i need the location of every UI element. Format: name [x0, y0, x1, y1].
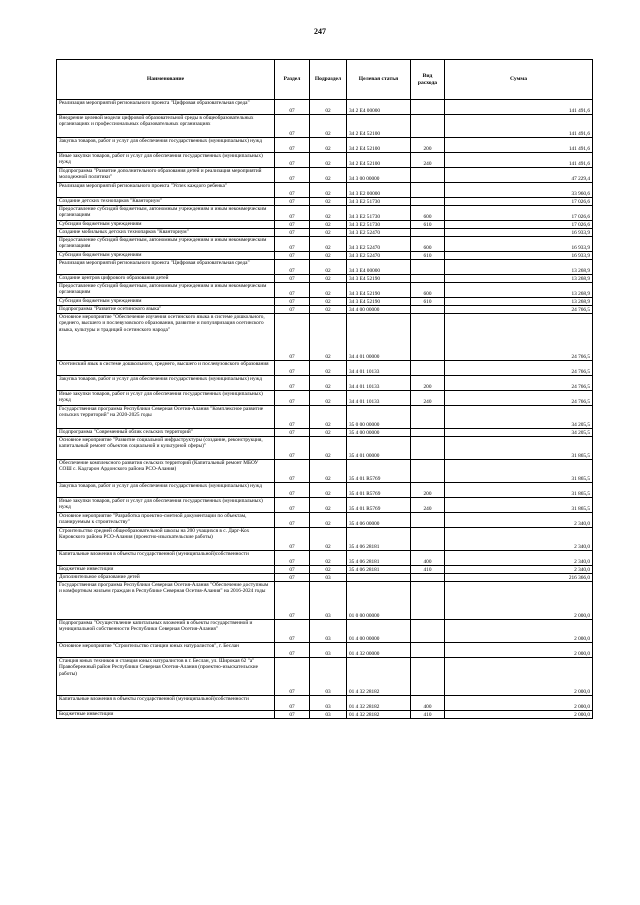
- row-razdel: 07: [275, 275, 310, 283]
- row-razdel: 07: [275, 551, 310, 566]
- row-name: Предоставление субсидий бюджетным, автономным учреждениям и иным некоммерческим организациям: [57, 283, 275, 298]
- row-podrazdel: 03: [310, 620, 347, 643]
- table-row: [57, 168, 593, 183]
- table-row: [57, 283, 593, 298]
- row-name: Станция юных техников и станция юных натуралистов в г. Беслан, ул. Широкая 62 "а" Правобережный район Республики Северная Осетия-Алания (проектно-изыскательские работы): [57, 658, 275, 696]
- row-podrazdel: 02: [310, 376, 347, 391]
- row-name: Создание детских технопарков "Кванториум": [57, 198, 275, 206]
- row-name: Подпрограмма "Осуществление капитальных вложений в объекты государственной и муниципальной собственности Республики Северная Осетия-Алания": [57, 620, 275, 643]
- row-razdel: 07: [275, 696, 310, 711]
- row-target-article: 35 4 01 R5769: [347, 483, 411, 498]
- row-sum: 31 865,5: [445, 483, 593, 498]
- row-sum: 16 933,9: [445, 237, 593, 252]
- row-target-article: 35 4 01 R5769: [347, 460, 411, 483]
- row-name: Закупка товаров, работ и услуг для обеспечения государственных (муниципальных) нужд: [57, 138, 275, 153]
- row-sum: 141 491,6: [445, 115, 593, 138]
- row-target-article: 01 4 00 00000: [347, 620, 411, 643]
- row-target-article: 01 4 32 28182: [347, 711, 411, 719]
- row-target-article: 34 4 00 00000: [347, 306, 411, 314]
- row-razdel: 07: [275, 498, 310, 513]
- row-razdel: 07: [275, 314, 310, 361]
- row-expense-type: [411, 658, 445, 696]
- table-row: [57, 460, 593, 483]
- row-razdel: 07: [275, 306, 310, 314]
- row-razdel: 07: [275, 566, 310, 574]
- row-name: Предоставление субсидий бюджетным, автономным учреждениям и иным некоммерческим организациям: [57, 206, 275, 221]
- row-expense-type: [411, 275, 445, 283]
- table-row: [57, 138, 593, 153]
- row-razdel: 07: [275, 711, 310, 719]
- row-name: Подпрограмма "Современный облик сельских территорий": [57, 429, 275, 437]
- row-sum: 34 205,5: [445, 406, 593, 429]
- row-target-article: 34 3 E2 52470: [347, 252, 411, 260]
- row-expense-type: 200: [411, 483, 445, 498]
- table-row: [57, 498, 593, 513]
- row-name: Иные закупки товаров, работ и услуг для обеспечения государственных (муниципальных) нужд: [57, 498, 275, 513]
- row-target-article: 35 4 06 00000: [347, 513, 411, 528]
- row-target-article: 34 4 01 10133: [347, 391, 411, 406]
- row-podrazdel: 02: [310, 138, 347, 153]
- row-podrazdel: 02: [310, 275, 347, 283]
- row-expense-type: [411, 643, 445, 658]
- row-razdel: 07: [275, 237, 310, 252]
- row-podrazdel: 02: [310, 314, 347, 361]
- row-sum: 34 205,5: [445, 429, 593, 437]
- row-podrazdel: 02: [310, 198, 347, 206]
- row-sum: 13 268,9: [445, 275, 593, 283]
- row-name: Внедрение целевой модели цифровой образовательной среды в общеобразовательных организациях и профессиональных образовательных организациях: [57, 115, 275, 138]
- row-razdel: 07: [275, 658, 310, 696]
- row-name: Реализация мероприятий регионального проекта "Цифровая образовательная среда": [57, 100, 275, 115]
- row-podrazdel: 02: [310, 168, 347, 183]
- row-sum: 13 268,9: [445, 283, 593, 298]
- row-target-article: 34 2 E4 52100: [347, 153, 411, 168]
- row-expense-type: [411, 314, 445, 361]
- row-sum: 2 340,0: [445, 551, 593, 566]
- row-razdel: 07: [275, 198, 310, 206]
- row-sum: 24 766,5: [445, 314, 593, 361]
- table-row: [57, 361, 593, 376]
- row-name: Основное мероприятие "Развитие социальной инфраструктуры (создание, реконструкция, капитальный ремонт объектов социальной и культурной сферы)": [57, 437, 275, 460]
- row-sum: 2 340,0: [445, 528, 593, 551]
- row-target-article: 34 2 E4 52100: [347, 138, 411, 153]
- row-razdel: 07: [275, 221, 310, 229]
- row-target-article: 34 3 E4 00000: [347, 260, 411, 275]
- row-sum: 13 268,9: [445, 260, 593, 275]
- row-podrazdel: 02: [310, 429, 347, 437]
- row-expense-type: [411, 306, 445, 314]
- table-header: [57, 60, 593, 100]
- table-row: [57, 643, 593, 658]
- row-sum: 31 865,5: [445, 460, 593, 483]
- table-row: [57, 528, 593, 551]
- row-expense-type: [411, 620, 445, 643]
- row-name: Основное мероприятие "Строительство станции юных натуралистов", г. Беслан: [57, 643, 275, 658]
- row-podrazdel: 02: [310, 460, 347, 483]
- table-row: [57, 275, 593, 283]
- row-razdel: 07: [275, 229, 310, 237]
- row-name: Подпрограмма "Развитие дополнительного образования детей и реализация мероприятий молодежной политики": [57, 168, 275, 183]
- row-sum: 13 268,9: [445, 298, 593, 306]
- row-expense-type: 200: [411, 376, 445, 391]
- row-name: Бюджетные инвестиции: [57, 566, 275, 574]
- row-sum: 141 491,6: [445, 100, 593, 115]
- row-name: Создание центров цифрового образования детей: [57, 275, 275, 283]
- row-razdel: 07: [275, 460, 310, 483]
- row-name: Бюджетные инвестиции: [57, 711, 275, 719]
- row-podrazdel: 03: [310, 574, 347, 582]
- header-name: Наименование: [57, 60, 275, 100]
- row-sum: 2 000,0: [445, 696, 593, 711]
- row-expense-type: [411, 168, 445, 183]
- row-name: Капитальные вложения в объекты государственной (муниципальной)собственности: [57, 551, 275, 566]
- row-razdel: 07: [275, 260, 310, 275]
- row-sum: 17 026,6: [445, 198, 593, 206]
- row-expense-type: [411, 513, 445, 528]
- table-row: [57, 229, 593, 237]
- page-number: 247: [314, 27, 326, 36]
- row-target-article: 34 4 01 10133: [347, 376, 411, 391]
- table-row: [57, 115, 593, 138]
- row-razdel: 07: [275, 206, 310, 221]
- row-expense-type: 410: [411, 711, 445, 719]
- row-target-article: 35 4 06 28181: [347, 566, 411, 574]
- row-podrazdel: 02: [310, 391, 347, 406]
- row-target-article: 35 4 06 28181: [347, 528, 411, 551]
- table-row: [57, 429, 593, 437]
- row-sum: 2 000,0: [445, 582, 593, 620]
- row-target-article: 35 4 01 R5769: [347, 498, 411, 513]
- row-podrazdel: 03: [310, 643, 347, 658]
- row-sum: 216 366,0: [445, 574, 593, 582]
- row-target-article: 34 3 E2 51730: [347, 198, 411, 206]
- row-name: Основное мероприятие "Разработка проектно-сметной документации по объектам, планируемым к строительству": [57, 513, 275, 528]
- header-razdel: Раздел: [275, 60, 310, 100]
- row-target-article: 34 3 00 00000: [347, 168, 411, 183]
- table-row: [57, 513, 593, 528]
- table-row: [57, 306, 593, 314]
- row-target-article: 01 4 32 28182: [347, 658, 411, 696]
- row-podrazdel: 02: [310, 298, 347, 306]
- row-razdel: 07: [275, 100, 310, 115]
- row-name: Государственная программа Республики Северная Осетия-Алания "Комплексное развитие сельских территорий" на 2020-2025 годы: [57, 406, 275, 429]
- row-podrazdel: 02: [310, 361, 347, 376]
- row-target-article: 34 3 E2 51730: [347, 221, 411, 229]
- row-target-article: 34 4 01 00000: [347, 314, 411, 361]
- row-target-article: 01 4 32 00000: [347, 643, 411, 658]
- row-podrazdel: 03: [310, 658, 347, 696]
- row-sum: 141 491,6: [445, 153, 593, 168]
- row-sum: 2 000,0: [445, 620, 593, 643]
- row-expense-type: [411, 229, 445, 237]
- row-podrazdel: 02: [310, 100, 347, 115]
- table-row: [57, 314, 593, 361]
- row-target-article: [347, 574, 411, 582]
- row-podrazdel: 03: [310, 711, 347, 719]
- row-expense-type: [411, 361, 445, 376]
- row-name: Реализация мероприятий регионального проекта "Успех каждого ребенка": [57, 183, 275, 198]
- row-sum: 2 000,0: [445, 711, 593, 719]
- row-razdel: 07: [275, 391, 310, 406]
- table-row: [57, 574, 593, 582]
- row-podrazdel: 02: [310, 513, 347, 528]
- row-target-article: 01 4 32 28182: [347, 696, 411, 711]
- row-target-article: 35 0 00 00000: [347, 406, 411, 429]
- row-podrazdel: 02: [310, 498, 347, 513]
- header-expense-type: Вид расхода: [411, 60, 445, 100]
- row-expense-type: [411, 260, 445, 275]
- row-name: Закупка товаров, работ и услуг для обеспечения государственных (муниципальных) нужд: [57, 376, 275, 391]
- row-podrazdel: 02: [310, 237, 347, 252]
- row-podrazdel: 02: [310, 252, 347, 260]
- row-podrazdel: 02: [310, 229, 347, 237]
- row-expense-type: 240: [411, 153, 445, 168]
- row-target-article: 35 4 06 28181: [347, 551, 411, 566]
- row-razdel: 07: [275, 361, 310, 376]
- row-name: Создание мобильных детских технопарков "Кванториум": [57, 229, 275, 237]
- row-expense-type: [411, 183, 445, 198]
- table-row: [57, 437, 593, 460]
- row-sum: 2 340,0: [445, 513, 593, 528]
- table-row: [57, 582, 593, 620]
- row-sum: 17 026,6: [445, 221, 593, 229]
- row-target-article: 01 0 00 00000: [347, 582, 411, 620]
- row-expense-type: 600: [411, 206, 445, 221]
- budget-table: [56, 59, 593, 719]
- row-name: Закупка товаров, работ и услуг для обеспечения государственных (муниципальных) нужд: [57, 483, 275, 498]
- row-name: Осетинский язык в системе дошкольного, среднего, высшего и послевузовского образования: [57, 361, 275, 376]
- row-name: Государственная программа Республики Северная Осетия-Алания "Обеспечение доступным и комфортным жильем граждан в Республике Северная Осетия-Алания" на 2016-2024 годы: [57, 582, 275, 620]
- row-target-article: 35 4 00 00000: [347, 429, 411, 437]
- row-podrazdel: 03: [310, 696, 347, 711]
- row-podrazdel: 02: [310, 260, 347, 275]
- row-razdel: 07: [275, 513, 310, 528]
- row-sum: 31 865,5: [445, 437, 593, 460]
- row-razdel: 07: [275, 252, 310, 260]
- row-name: Субсидии бюджетным учреждениям: [57, 252, 275, 260]
- row-expense-type: [411, 115, 445, 138]
- table-row: [57, 566, 593, 574]
- row-name: Капитальные вложения в объекты государственной (муниципальной)собственности: [57, 696, 275, 711]
- row-razdel: 07: [275, 620, 310, 643]
- header-target-article: Целевая статья: [347, 60, 411, 100]
- row-expense-type: [411, 574, 445, 582]
- row-name: Иные закупки товаров, работ и услуг для обеспечения государственных (муниципальных) нужд: [57, 391, 275, 406]
- row-sum: 2 000,0: [445, 658, 593, 696]
- table-row: [57, 237, 593, 252]
- table-row: [57, 298, 593, 306]
- row-name: Иные закупки товаров, работ и услуг для обеспечения государственных (муниципальных) нужд: [57, 153, 275, 168]
- row-sum: 16 933,9: [445, 229, 593, 237]
- row-podrazdel: 03: [310, 582, 347, 620]
- row-expense-type: [411, 429, 445, 437]
- row-podrazdel: 02: [310, 483, 347, 498]
- row-expense-type: [411, 100, 445, 115]
- row-target-article: 34 4 01 10133: [347, 361, 411, 376]
- row-sum: 24 766,5: [445, 361, 593, 376]
- row-expense-type: 240: [411, 498, 445, 513]
- row-target-article: 34 3 E4 52190: [347, 283, 411, 298]
- row-name: Субсидии бюджетным учреждениям: [57, 221, 275, 229]
- table-row: [57, 391, 593, 406]
- row-expense-type: [411, 460, 445, 483]
- row-razdel: 07: [275, 406, 310, 429]
- row-razdel: 07: [275, 376, 310, 391]
- row-podrazdel: 02: [310, 221, 347, 229]
- table-row: [57, 620, 593, 643]
- row-razdel: 07: [275, 437, 310, 460]
- row-expense-type: 410: [411, 566, 445, 574]
- row-razdel: 07: [275, 168, 310, 183]
- row-expense-type: 600: [411, 237, 445, 252]
- row-expense-type: 400: [411, 551, 445, 566]
- row-name: Подпрограмма "Развитие осетинского языка": [57, 306, 275, 314]
- row-name: Дополнительное образование детей: [57, 574, 275, 582]
- row-podrazdel: 02: [310, 528, 347, 551]
- row-sum: 24 766,5: [445, 391, 593, 406]
- row-target-article: 35 4 01 00000: [347, 437, 411, 460]
- row-target-article: 34 3 E2 51730: [347, 206, 411, 221]
- table-row: [57, 696, 593, 711]
- table-row: [57, 221, 593, 229]
- table-row: [57, 198, 593, 206]
- row-sum: 17 026,6: [445, 206, 593, 221]
- row-podrazdel: 02: [310, 153, 347, 168]
- row-podrazdel: 02: [310, 206, 347, 221]
- row-podrazdel: 02: [310, 306, 347, 314]
- row-target-article: 34 3 E2 52470: [347, 237, 411, 252]
- row-podrazdel: 02: [310, 183, 347, 198]
- row-name: Реализация мероприятий регионального проекта "Цифровая образовательная среда": [57, 260, 275, 275]
- row-name: Субсидии бюджетным учреждениям: [57, 298, 275, 306]
- row-razdel: 07: [275, 283, 310, 298]
- row-target-article: 34 2 E4 52100: [347, 115, 411, 138]
- row-expense-type: 240: [411, 391, 445, 406]
- table-row: [57, 183, 593, 198]
- table-row: [57, 100, 593, 115]
- row-target-article: 34 3 E2 00000: [347, 183, 411, 198]
- row-expense-type: [411, 582, 445, 620]
- row-name: Строительство средней общеобразовательной школы на 200 учащихся в с. Дарг-Кох Кировского района РСО-Алания (проектно-изыскательские работы): [57, 528, 275, 551]
- row-podrazdel: 02: [310, 551, 347, 566]
- row-razdel: 07: [275, 115, 310, 138]
- table-row: [57, 206, 593, 221]
- row-expense-type: 400: [411, 696, 445, 711]
- row-sum: 2 000,0: [445, 643, 593, 658]
- header-sum: Сумма: [445, 60, 593, 100]
- row-name: Предоставление субсидий бюджетным, автономным учреждениям и иным некоммерческим организациям: [57, 237, 275, 252]
- row-sum: 16 933,9: [445, 252, 593, 260]
- table-body: [57, 100, 593, 719]
- header-podrazdel: Подраздел: [310, 60, 347, 100]
- row-expense-type: [411, 198, 445, 206]
- row-razdel: 07: [275, 153, 310, 168]
- table-row: [57, 711, 593, 719]
- row-expense-type: 610: [411, 221, 445, 229]
- row-sum: 47 229,4: [445, 168, 593, 183]
- row-expense-type: [411, 528, 445, 551]
- table-row: [57, 406, 593, 429]
- row-expense-type: [411, 437, 445, 460]
- table-row: [57, 658, 593, 696]
- row-sum: 24 766,5: [445, 306, 593, 314]
- row-sum: 24 766,5: [445, 376, 593, 391]
- row-expense-type: 200: [411, 138, 445, 153]
- row-target-article: 34 2 E4 00000: [347, 100, 411, 115]
- table-row: [57, 153, 593, 168]
- row-target-article: 34 3 E2 52470: [347, 229, 411, 237]
- row-expense-type: [411, 406, 445, 429]
- row-expense-type: 610: [411, 298, 445, 306]
- row-razdel: 07: [275, 643, 310, 658]
- row-target-article: 34 3 E4 52190: [347, 275, 411, 283]
- row-razdel: 07: [275, 138, 310, 153]
- row-name: Основное мероприятие "Обеспечение изучения осетинского языка в системе дошкольного, среднего, высшего и послевузовского образования, развитие и популяризация осетинского языка, культуры и традиций осетинского народа": [57, 314, 275, 361]
- table-row: [57, 483, 593, 498]
- row-razdel: 07: [275, 429, 310, 437]
- row-podrazdel: 02: [310, 283, 347, 298]
- table-row: [57, 376, 593, 391]
- row-expense-type: 600: [411, 283, 445, 298]
- table-row: [57, 252, 593, 260]
- row-sum: 141 491,6: [445, 138, 593, 153]
- row-name: Обеспечение комплексного развития сельских территорий (Капитальный ремонт МБОУ СОШ с. Кадгарон Ардонского района РСО-Алания): [57, 460, 275, 483]
- row-podrazdel: 02: [310, 566, 347, 574]
- row-sum: 31 865,5: [445, 498, 593, 513]
- row-razdel: 07: [275, 483, 310, 498]
- row-sum: 33 960,6: [445, 183, 593, 198]
- row-sum: 2 340,0: [445, 566, 593, 574]
- row-razdel: 07: [275, 582, 310, 620]
- row-podrazdel: 02: [310, 115, 347, 138]
- row-target-article: 34 3 E4 52190: [347, 298, 411, 306]
- row-razdel: 07: [275, 298, 310, 306]
- table-row: [57, 551, 593, 566]
- table-row: [57, 260, 593, 275]
- row-razdel: 07: [275, 528, 310, 551]
- row-podrazdel: 02: [310, 406, 347, 429]
- row-expense-type: 610: [411, 252, 445, 260]
- row-razdel: 07: [275, 574, 310, 582]
- row-podrazdel: 02: [310, 437, 347, 460]
- row-razdel: 07: [275, 183, 310, 198]
